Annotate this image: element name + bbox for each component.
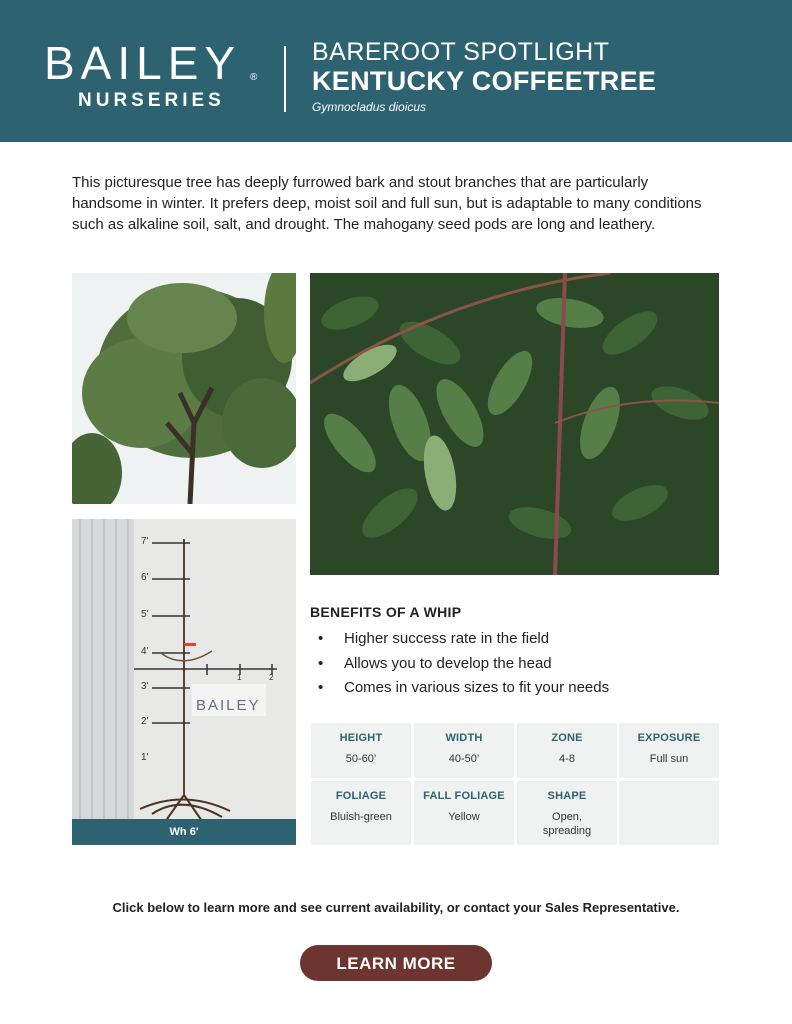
list-item [318,652,609,677]
spec-label: FOLIAGE [335,790,387,802]
scale-label-5: 5' [141,609,149,620]
scale-label-2: 2' [141,716,149,727]
whip-photo [72,519,296,845]
spec-value: 50-60’ [345,753,377,765]
spec-label: FALL FOLIAGE [423,790,505,802]
whip-caption: Wh 6' [72,819,296,845]
leaves-photo [310,273,719,575]
spec-cell-exposure [619,723,719,778]
logo-registered-mark: ® [250,72,258,83]
spec-value: Yellow [448,811,480,823]
spec-value: Full sun [649,753,689,765]
spec-cell-shape [517,781,617,845]
spec-label: WIDTH [445,732,483,744]
spec-label: SHAPE [547,790,587,802]
list-item [318,627,609,652]
spec-cell-foliage [311,781,411,845]
latin-name: Gymnocladus dioicus [312,100,427,114]
scale-label-1: 1' [141,752,149,763]
spec-cell-width [414,723,514,778]
header-kicker: BAREROOT SPOTLIGHT [312,38,610,66]
benefits-list [318,627,609,701]
spec-value: Open, spreading [542,811,592,837]
spec-cell-height [311,723,411,778]
bullet: • [318,679,324,696]
logo-wordmark: BAILEY [44,37,242,89]
scale-label-4: 4' [141,646,149,657]
spec-label: HEIGHT [339,732,383,744]
spec-label: EXPOSURE [637,732,701,744]
bailey-logo[interactable] [44,37,264,112]
bullet: • [318,630,324,647]
intro-paragraph: This picturesque tree has deeply furrowed bark and stout branches that are particularly handsome in winter. It prefers deep, moist soil and full sun, but is adaptable to many conditions such as alkaline soil, salt, and drought. The mahogany seed pods are long and leathery. [72,174,702,233]
spec-value: Bluish-green [330,811,392,823]
list-item-text: Allows you to develop the head [344,654,552,672]
ruler-label-2: 2 [269,673,274,682]
scale-label-7: 7' [141,536,149,547]
cta-text: Click below to learn more and see current availability, or contact your Sales Representative. [112,900,680,915]
list-item-text: Higher success rate in the field [344,630,550,647]
header-divider [284,46,286,112]
spec-value: 4-8 [559,753,575,765]
benefits-title: BENEFITS OF A WHIP [310,604,462,620]
ruler-label-1: 1 [237,673,242,682]
bailey-box-label: BAILEY [196,697,261,714]
tree-photo [72,273,296,504]
header-banner [0,0,792,142]
list-item-text: Comes in various sizes to fit your needs [344,679,610,696]
scale-label-6: 6' [141,572,149,583]
logo-subtitle: NURSERIES [78,90,225,111]
spec-value: 40-50’ [448,753,480,765]
spec-cell-fall-foliage [414,781,514,845]
scale-label-3: 3' [141,681,149,692]
spec-label: ZONE [551,732,583,744]
bullet: • [318,654,324,672]
list-item [318,676,609,701]
spec-cell-zone [517,723,617,778]
specs-table [311,723,719,845]
learn-more-button[interactable]: LEARN MORE [300,945,492,981]
page-title: KENTUCKY COFFEETREE [312,66,657,96]
spec-cell-empty [619,781,719,845]
